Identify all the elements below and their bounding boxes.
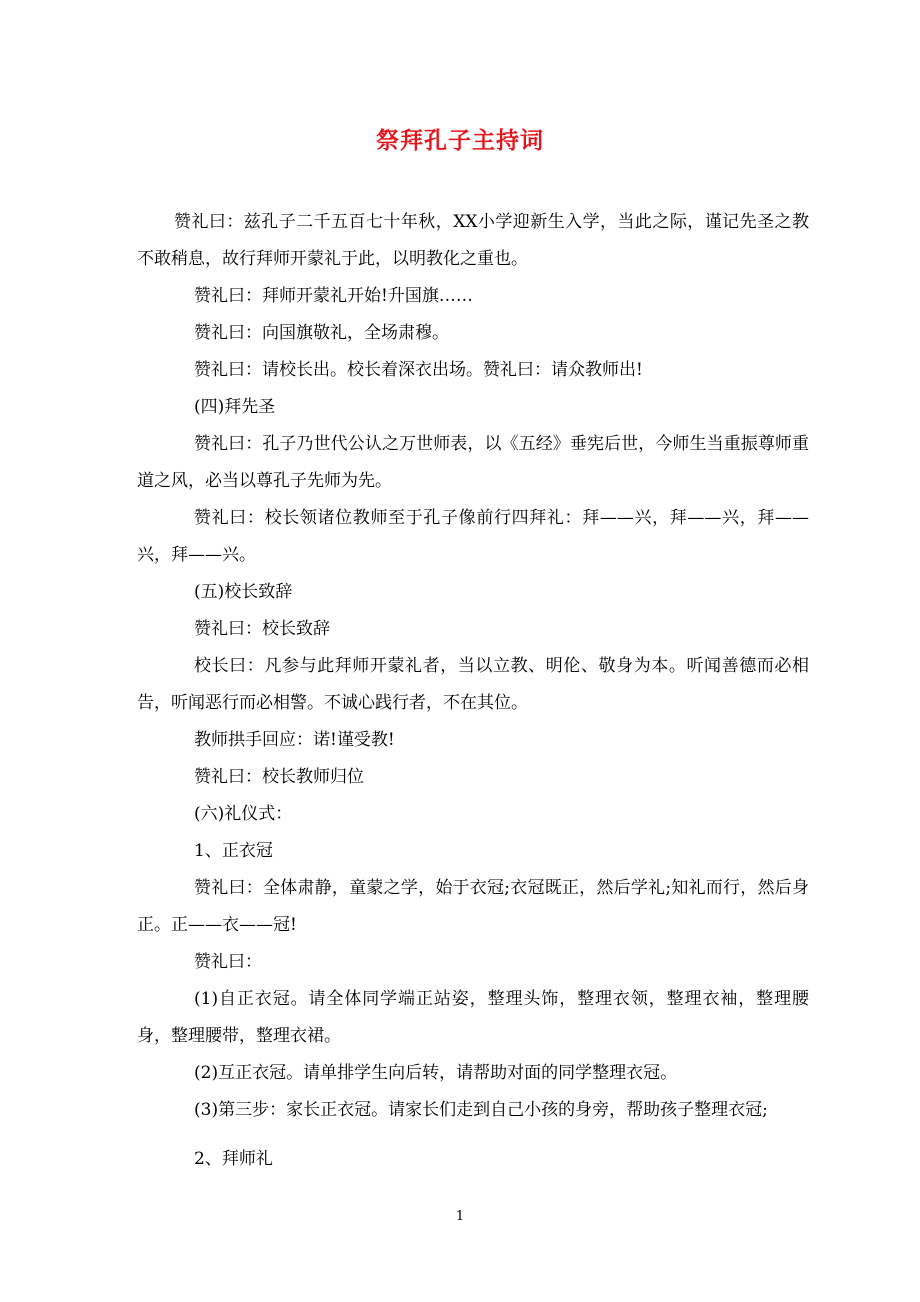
document-body bbox=[137, 204, 809, 1178]
paragraph-16: 赞礼曰： bbox=[194, 952, 262, 972]
paragraph-15: 赞礼曰：全体肃静，童蒙之学，始于衣冠;衣冠既正，然后学礼;知礼而行，然后身正。正——衣——冠! bbox=[137, 878, 809, 935]
paragraph-11: 教师拱手回应：诺!谨受教! bbox=[194, 730, 395, 750]
page-number: 1 bbox=[455, 1209, 465, 1224]
paragraph-6: 赞礼曰：孔子乃世代公认之万世师表，以《五经》垂宪后世，今师生当重振尊师重道之风，必当以尊孔子先师为先。 bbox=[137, 434, 809, 491]
page-title: 祭拜孔子主持词 bbox=[376, 127, 544, 154]
paragraph-7: 赞礼曰：校长领诸位教师至于孔子像前行四拜礼：拜——兴，拜——兴，拜——兴，拜——兴。 bbox=[137, 508, 809, 565]
section-heading-6: (六)礼仪式： bbox=[194, 804, 293, 824]
subsection-heading-1: 1、正衣冠 bbox=[194, 841, 273, 861]
paragraph-19: (3)第三步：家长正衣冠。请家长们走到自己小孩的身旁，帮助孩子整理衣冠; bbox=[194, 1100, 768, 1120]
section-heading-4: (四)拜先圣 bbox=[194, 397, 276, 417]
paragraph-9: 赞礼曰：校长致辞 bbox=[194, 619, 330, 639]
paragraph-1: 赞礼曰：兹孔子二千五百七十年秋，XX小学迎新生入学，当此之际，谨记先圣之教不敢稍息，故行拜师开蒙礼于此，以明教化之重也。 bbox=[137, 212, 809, 269]
paragraph-18: (2)互正衣冠。请单排学生向后转，请帮助对面的同学整理衣冠。 bbox=[194, 1063, 678, 1083]
paragraph-10: 校长曰：凡参与此拜师开蒙礼者，当以立教、明伦、敬身为本。听闻善德而必相告，听闻恶行而必相警。不诚心践行者，不在其位。 bbox=[137, 656, 809, 713]
paragraph-17: (1)自正衣冠。请全体同学端正站姿，整理头饰，整理衣领，整理衣袖，整理腰身，整理腰带，整理衣裙。 bbox=[137, 989, 809, 1046]
paragraph-12: 赞礼曰：校长教师归位 bbox=[194, 767, 364, 787]
subsection-heading-2: 2、拜师礼 bbox=[194, 1149, 273, 1169]
paragraph-4: 赞礼曰：请校长出。校长着深衣出场。赞礼曰：请众教师出! bbox=[194, 360, 643, 380]
paragraph-3: 赞礼曰：向国旗敬礼，全场肃穆。 bbox=[194, 323, 449, 343]
section-heading-5: (五)校长致辞 bbox=[194, 582, 293, 602]
paragraph-2: 赞礼曰：拜师开蒙礼开始!升国旗…… bbox=[194, 286, 473, 306]
